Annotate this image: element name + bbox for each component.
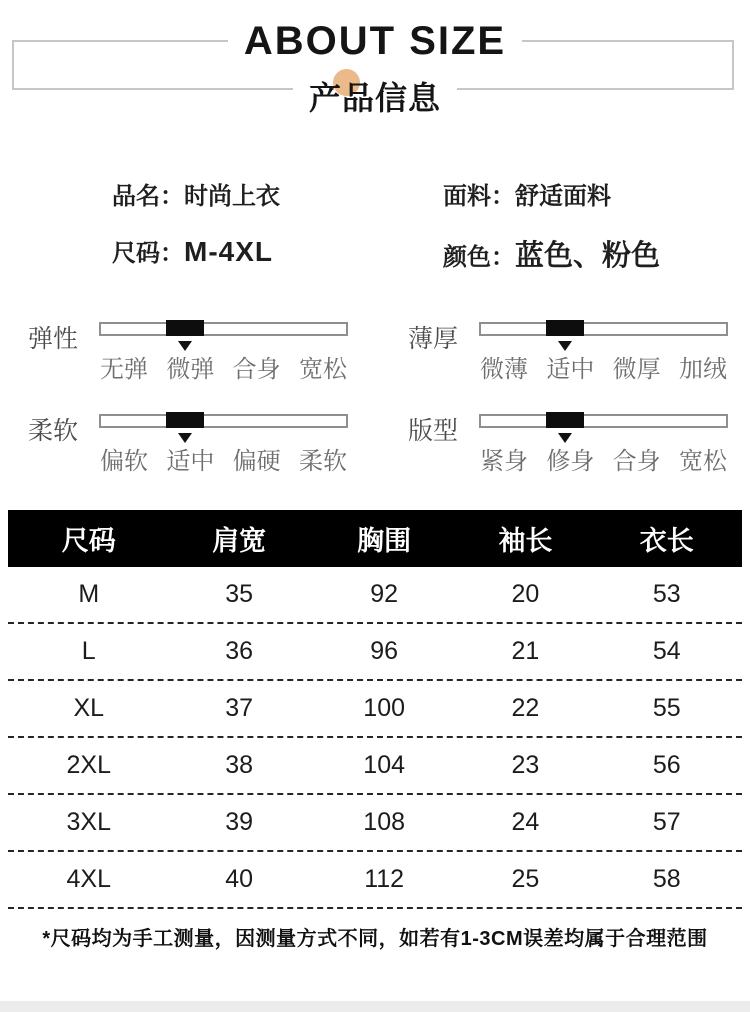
page-title: ABOUT SIZE — [243, 19, 507, 63]
slider-fit — [408, 414, 744, 476]
slider-label: 薄厚 — [408, 325, 459, 353]
info-label: 尺码： — [112, 240, 184, 267]
info-label: 品名： — [112, 183, 184, 210]
header-cell: 尺码 — [61, 526, 116, 556]
table-cell: 39 — [225, 808, 254, 836]
table-row — [8, 624, 742, 681]
table-row — [8, 795, 742, 852]
slider-bar — [479, 414, 728, 428]
slider-bar — [99, 322, 348, 336]
slider-option: 合身 — [612, 448, 661, 475]
table-cell: 23 — [511, 751, 540, 779]
size-table-body — [8, 567, 742, 909]
table-cell: M — [78, 580, 100, 608]
slider-body — [99, 322, 348, 384]
header-cell: 肩宽 — [212, 526, 267, 556]
color-field — [443, 233, 660, 274]
slider-fill — [546, 412, 584, 428]
info-label: 颜色： — [443, 244, 515, 271]
table-row — [8, 852, 742, 909]
table-cell: 108 — [363, 808, 406, 836]
table-cell: 100 — [363, 694, 406, 722]
page-subtitle: 产品信息 — [308, 80, 441, 116]
table-cell: 25 — [511, 865, 540, 893]
slider-label: 弹性 — [28, 325, 79, 353]
table-cell: 112 — [364, 865, 405, 893]
slider-option: 宽松 — [298, 356, 347, 383]
table-row — [8, 738, 742, 795]
slider-option: 偏硬 — [232, 448, 281, 475]
slider-option: 宽松 — [678, 448, 727, 475]
slider-option: 紧身 — [480, 448, 528, 475]
slider-option: 合身 — [232, 356, 281, 383]
table-cell: XL — [73, 694, 105, 722]
slider-options — [479, 349, 728, 384]
page-subtitle-wrap — [293, 73, 457, 119]
bottom-band — [0, 1001, 750, 1012]
fabric-field — [443, 176, 611, 211]
slider-option: 修身 — [546, 448, 595, 475]
slider-body — [479, 322, 728, 384]
table-cell: 56 — [652, 751, 681, 779]
slider-option: 偏软 — [100, 448, 148, 475]
info-value: 蓝色、粉色 — [515, 240, 661, 272]
slider-option: 微薄 — [480, 356, 528, 383]
triangle-marker-icon — [178, 341, 192, 351]
table-cell: 20 — [511, 580, 540, 608]
table-cell: 92 — [370, 580, 399, 608]
slider-option: 微弹 — [166, 356, 215, 383]
table-cell: 4XL — [66, 865, 111, 893]
table-cell: 22 — [511, 694, 540, 722]
slider-option: 柔软 — [298, 448, 347, 475]
table-cell: 40 — [225, 865, 254, 893]
table-cell: 96 — [370, 637, 399, 665]
triangle-marker-icon — [558, 341, 572, 351]
table-cell: L — [81, 637, 96, 665]
measurement-note: *尺码均为手工测量，因测量方式不同，如若有1-3CM误差均属于合理范围 — [42, 928, 708, 950]
slider-label: 柔软 — [28, 417, 79, 445]
slider-softness — [28, 414, 364, 476]
table-cell: 21 — [511, 637, 540, 665]
table-cell: 55 — [652, 694, 681, 722]
table-cell: 57 — [652, 808, 681, 836]
slider-option: 适中 — [166, 448, 215, 475]
slider-body — [479, 414, 728, 476]
table-cell: 58 — [652, 865, 681, 893]
table-cell: 35 — [225, 580, 254, 608]
slider-options — [479, 441, 728, 476]
triangle-marker-icon — [178, 433, 192, 443]
table-cell: 3XL — [66, 808, 111, 836]
table-cell: 104 — [363, 751, 406, 779]
table-cell: 54 — [652, 637, 681, 665]
table-cell: 36 — [225, 637, 254, 665]
header-cell: 袖长 — [498, 526, 553, 556]
table-cell: 38 — [225, 751, 254, 779]
slider-fill — [166, 320, 204, 336]
slider-bar — [479, 322, 728, 336]
header-cell: 衣长 — [639, 526, 694, 556]
slider-option: 加绒 — [678, 356, 727, 383]
slider-option: 无弹 — [100, 356, 148, 383]
triangle-marker-icon — [558, 433, 572, 443]
table-cell: 37 — [225, 694, 254, 722]
product-name-field — [112, 176, 280, 211]
slider-fill — [166, 412, 204, 428]
slider-option: 适中 — [546, 356, 595, 383]
info-label: 面料： — [443, 183, 515, 210]
table-cell: 2XL — [66, 751, 111, 779]
header-cell: 胸围 — [357, 526, 412, 556]
info-value: M-4XL — [184, 236, 273, 267]
table-row — [8, 567, 742, 624]
slider-elasticity — [28, 322, 364, 384]
size-table-header — [8, 510, 742, 567]
size-table — [8, 510, 742, 909]
table-row — [8, 681, 742, 738]
slider-label: 版型 — [408, 417, 459, 445]
slider-fill — [546, 320, 584, 336]
slider-options — [99, 441, 348, 476]
slider-body — [99, 414, 348, 476]
info-value: 舒适面料 — [515, 183, 611, 210]
table-cell: 24 — [511, 808, 540, 836]
slider-option: 微厚 — [612, 356, 661, 383]
slider-bar — [99, 414, 348, 428]
slider-thickness — [408, 322, 744, 384]
slider-options — [99, 349, 348, 384]
page-title-wrap — [228, 19, 522, 64]
table-cell: 53 — [652, 580, 681, 608]
info-value: 时尚上衣 — [184, 183, 280, 210]
size-range-field — [112, 233, 273, 268]
